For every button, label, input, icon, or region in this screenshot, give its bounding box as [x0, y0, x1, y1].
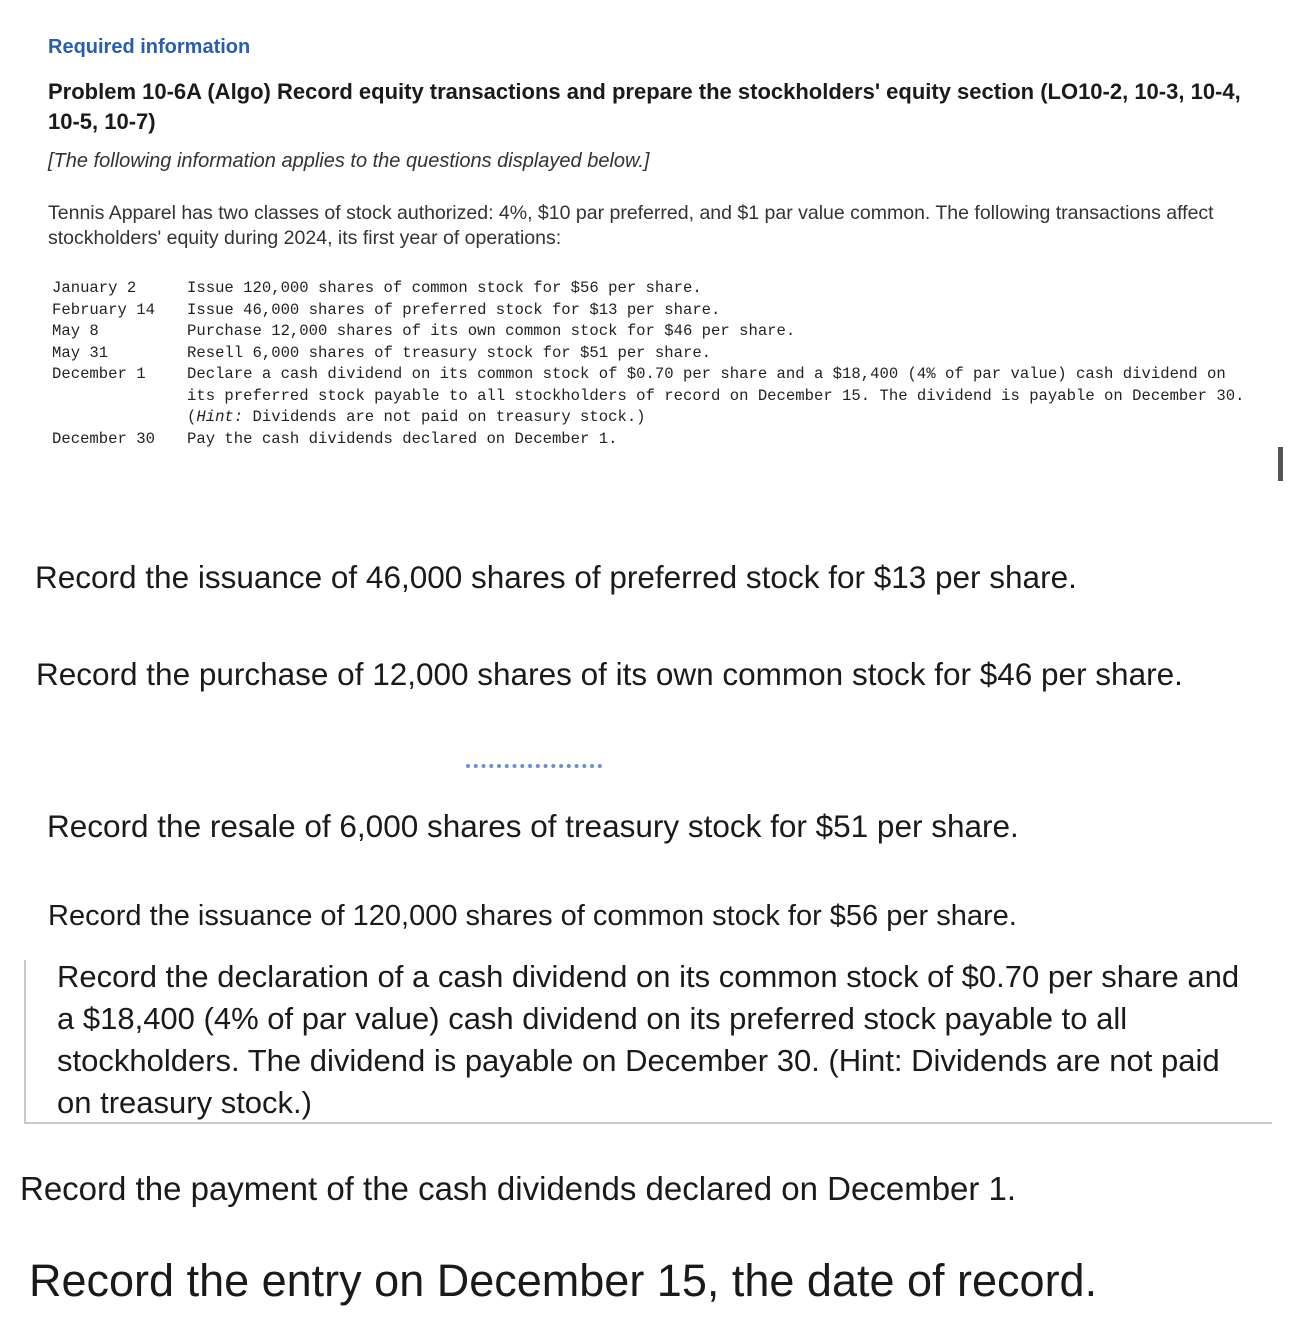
- description-text: Declare a cash dividend on its common stock of $0.70 per share and a $18,400 (4% of par value) cash dividend on its preferred stock payable to all stockholders of record on December 15. The dividend is payable on December 30. (: [187, 365, 1254, 426]
- transaction-row: [52, 429, 1247, 451]
- transaction-date: December 1: [52, 365, 146, 383]
- info-note: [The following information applies to the questions displayed below.]: [48, 150, 650, 172]
- transaction-row: [52, 343, 1247, 365]
- transaction-date: February 14: [52, 300, 155, 319]
- transactions-list: [52, 278, 1254, 450]
- transaction-description: Purchase 12,000 shares of its own common stock for $46 per share.: [187, 322, 796, 340]
- question-record-date: Record the entry on December 15, the date of record.: [29, 1255, 1098, 1306]
- question-preferred-issuance: Record the issuance of 46,000 shares of preferred stock for $13 per share.: [35, 559, 1077, 595]
- hint-label: Hint:: [196, 408, 244, 426]
- question-dividend-declaration: Record the declaration of a cash dividend on its common stock of $0.70 per share and a $18,400 (4% of par value) cash dividend on its preferred stock payable to all stockholders. The dividend is payable on December 30. (Hint: Dividends are not paid on treasury stock.): [57, 959, 1240, 1120]
- problem-title: Problem 10-6A (Algo) Record equity transactions and prepare the stockholders' equity section (LO10-2, 10-3, 10-4, 10-5, 10-7): [48, 79, 1241, 134]
- transaction-date: May 8: [52, 322, 99, 340]
- transaction-row: [52, 364, 1254, 429]
- text-cursor-icon: [1278, 447, 1283, 481]
- transaction-date: December 30: [52, 429, 155, 448]
- question-common-issuance: Record the issuance of 120,000 shares of common stock for $56 per share.: [48, 900, 1017, 932]
- transaction-description: [187, 364, 1254, 429]
- transaction-date: January 2: [52, 279, 137, 297]
- question-treasury-purchase: Record the purchase of 12,000 shares of its own common stock for $46 per share.: [36, 656, 1183, 692]
- transaction-date: May 31: [52, 343, 109, 362]
- question-treasury-resale: Record the resale of 6,000 shares of treasury stock for $51 per share.: [47, 808, 1019, 844]
- transaction-row: [52, 300, 1247, 322]
- question-dividend-payment: Record the payment of the cash dividends declared on December 1.: [20, 1170, 1017, 1207]
- transaction-description: Issue 46,000 shares of preferred stock for $13 per share.: [187, 300, 721, 319]
- description-text: Dividends are not paid on treasury stock.): [243, 408, 646, 426]
- required-information-heading: Required information: [48, 36, 251, 58]
- transaction-description: Pay the cash dividends declared on December 1.: [187, 429, 618, 448]
- transaction-description: Issue 120,000 shares of common stock for $56 per share.: [187, 279, 702, 297]
- transaction-row: [52, 321, 1247, 343]
- transaction-row: [52, 278, 1247, 300]
- problem-intro: Tennis Apparel has two classes of stock authorized: 4%, $10 par preferred, and $1 par value common. The following transactions affect stockholders' equity during 2024, its first year of operations:: [48, 202, 1214, 249]
- transaction-description: Resell 6,000 shares of treasury stock for $51 per share.: [187, 343, 712, 362]
- dotted-divider: [466, 764, 602, 768]
